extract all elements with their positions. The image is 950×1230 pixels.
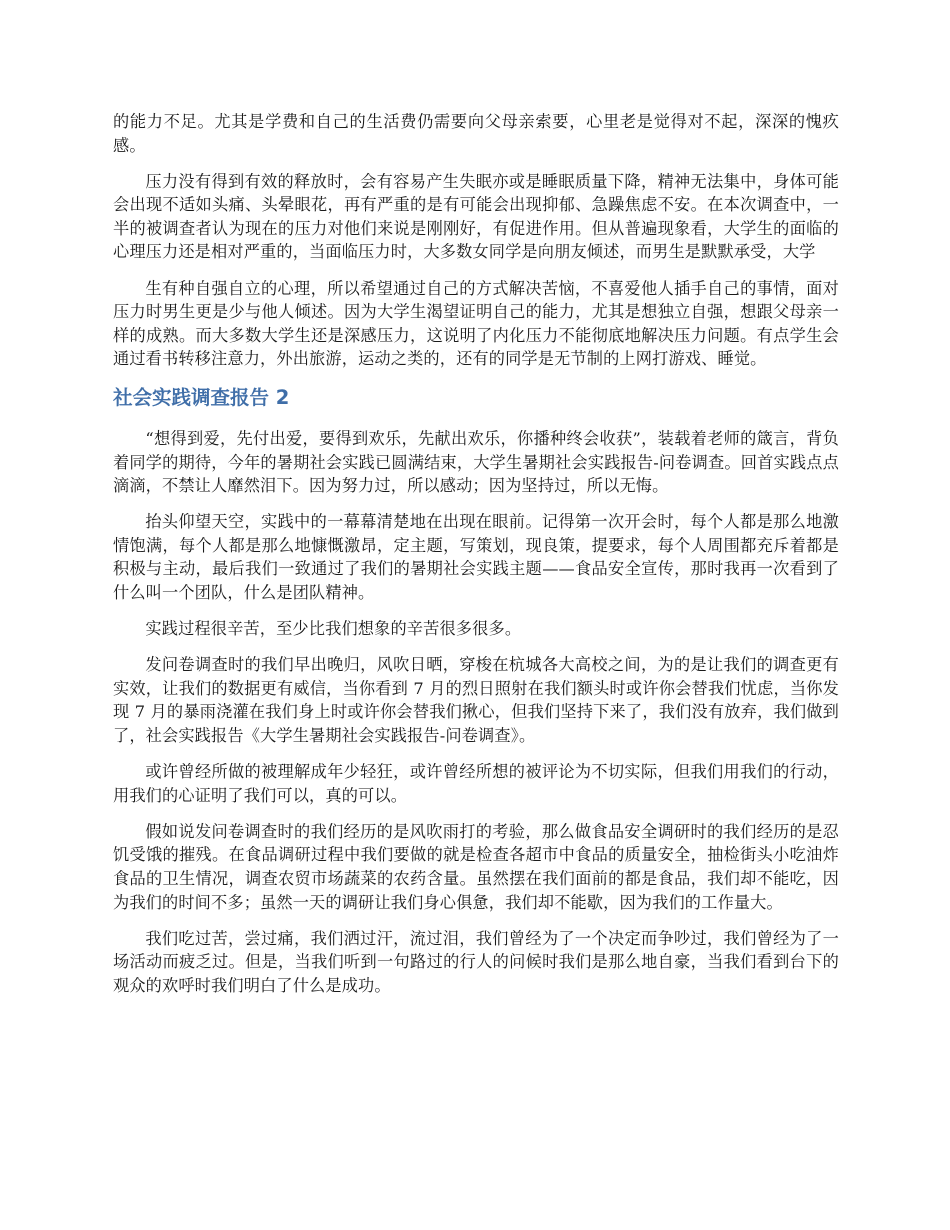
paragraph: 实践过程很辛苦，至少比我们想象的辛苦很多很多。: [145, 619, 522, 639]
paragraph: 发问卷调查时的我们早出晚归，风吹日晒，穿梭在杭城各大高校之间，为的是让我们的调查更有实效，让我们的数据更有威信，当你看到 7 月的烈日照射在我们额头时或许你会替我们忧虑，当你发现 7 月的暴雨浇灌在我们身上时或许你会替我们揪心，但我们坚持下来了，我们没有放弃，我们做到了，社会实践报告《大学生暑期社会实践报告-问卷调查》。: [113, 655, 839, 745]
paragraph: 的能力不足。尤其是学费和自己的生活费仍需要向父母亲索要，心里老是觉得对不起，深深的愧疚感。: [113, 112, 839, 155]
paragraph: 假如说发问卷调查时的我们经历的是风吹雨打的考验，那么做食品安全调研时的我们经历的是忍饥受饿的摧残。在食品调研过程中我们要做的就是检查各超市中食品的质量安全，抽检街头小吃油炸食品的卫生情况，调查农贸市场蔬菜的农药含量。虽然摆在我们面前的都是食品，我们却不能吃，因为我们的时间不多；虽然一天的调研让我们身心俱惫，我们却不能歇，因为我们的工作量大。: [113, 821, 839, 912]
paragraph: 抬头仰望天空，实践中的一幕幕清楚地在出现在眼前。记得第一次开会时，每个人都是那么地激情饱满，每个人都是那么地慷慨激昂，定主题，写策划，现良策，提要求，每个人周围都充斥着都是积极与主动，最后我们一致通过了我们的暑期社会实践主题——食品安全宣传，那时我再一次看到了什么叫一个团队，什么是团队精神。: [113, 512, 839, 602]
section-heading: 社会实践调查报告 2: [113, 385, 290, 409]
paragraph: 压力没有得到有效的释放时，会有容易产生失眠亦或是睡眠质量下降，精神无法集中，身体可能会出现不适如头痛、头晕眼花，再有严重的是有可能会出现抑郁、急躁焦虑不安。在本次调查中，一半的被调查者认为现在的压力对他们来说是刚刚好，有促进作用。但从普遍现象看，大学生的面临的心理压力还是相对严重的，当面临压力时，大多数女同学是向朋友倾述，而男生是默默承受，大学: [113, 171, 839, 262]
paragraph: “想得到爱，先付出爱，要得到欢乐，先献出欢乐，你播种终会收获”，装载着老师的箴言，背负着同学的期待，今年的暑期社会实践已圆满结束，大学生暑期社会实践报告-问卷调查。回首实践点点滴滴，不禁让人靡然泪下。因为努力过，所以感动；因为坚持过，所以无悔。: [113, 428, 839, 496]
document-page: [113, 110, 839, 1010]
paragraph: 或许曾经所做的被理解成年少轻狂，或许曾经所想的被评论为不切实际，但我们用我们的行动，用我们的心证明了我们可以，真的可以。: [113, 762, 839, 805]
paragraph: 生有种自强自立的心理，所以希望通过自己的方式解决苦恼，不喜爱他人插手自己的事情，面对压力时男生更是少与他人倾述。因为大学生渴望证明自己的能力，尤其是想独立自强，想跟父母亲一样的成熟。而大多数大学生还是深感压力，这说明了内化压力不能彻底地解决压力问题。有点学生会通过看书转移注意力，外出旅游，运动之类的，还有的同学是无节制的上网打游戏、睡觉。: [113, 278, 839, 369]
paragraph: 我们吃过苦，尝过痛，我们洒过汗，流过泪，我们曾经为了一个决定而争吵过，我们曾经为了一场活动而疲乏过。但是，当我们听到一句路过的行人的问候时我们是那么地自豪，当我们看到台下的观众的欢呼时我们明白了什么是成功。: [113, 928, 839, 995]
